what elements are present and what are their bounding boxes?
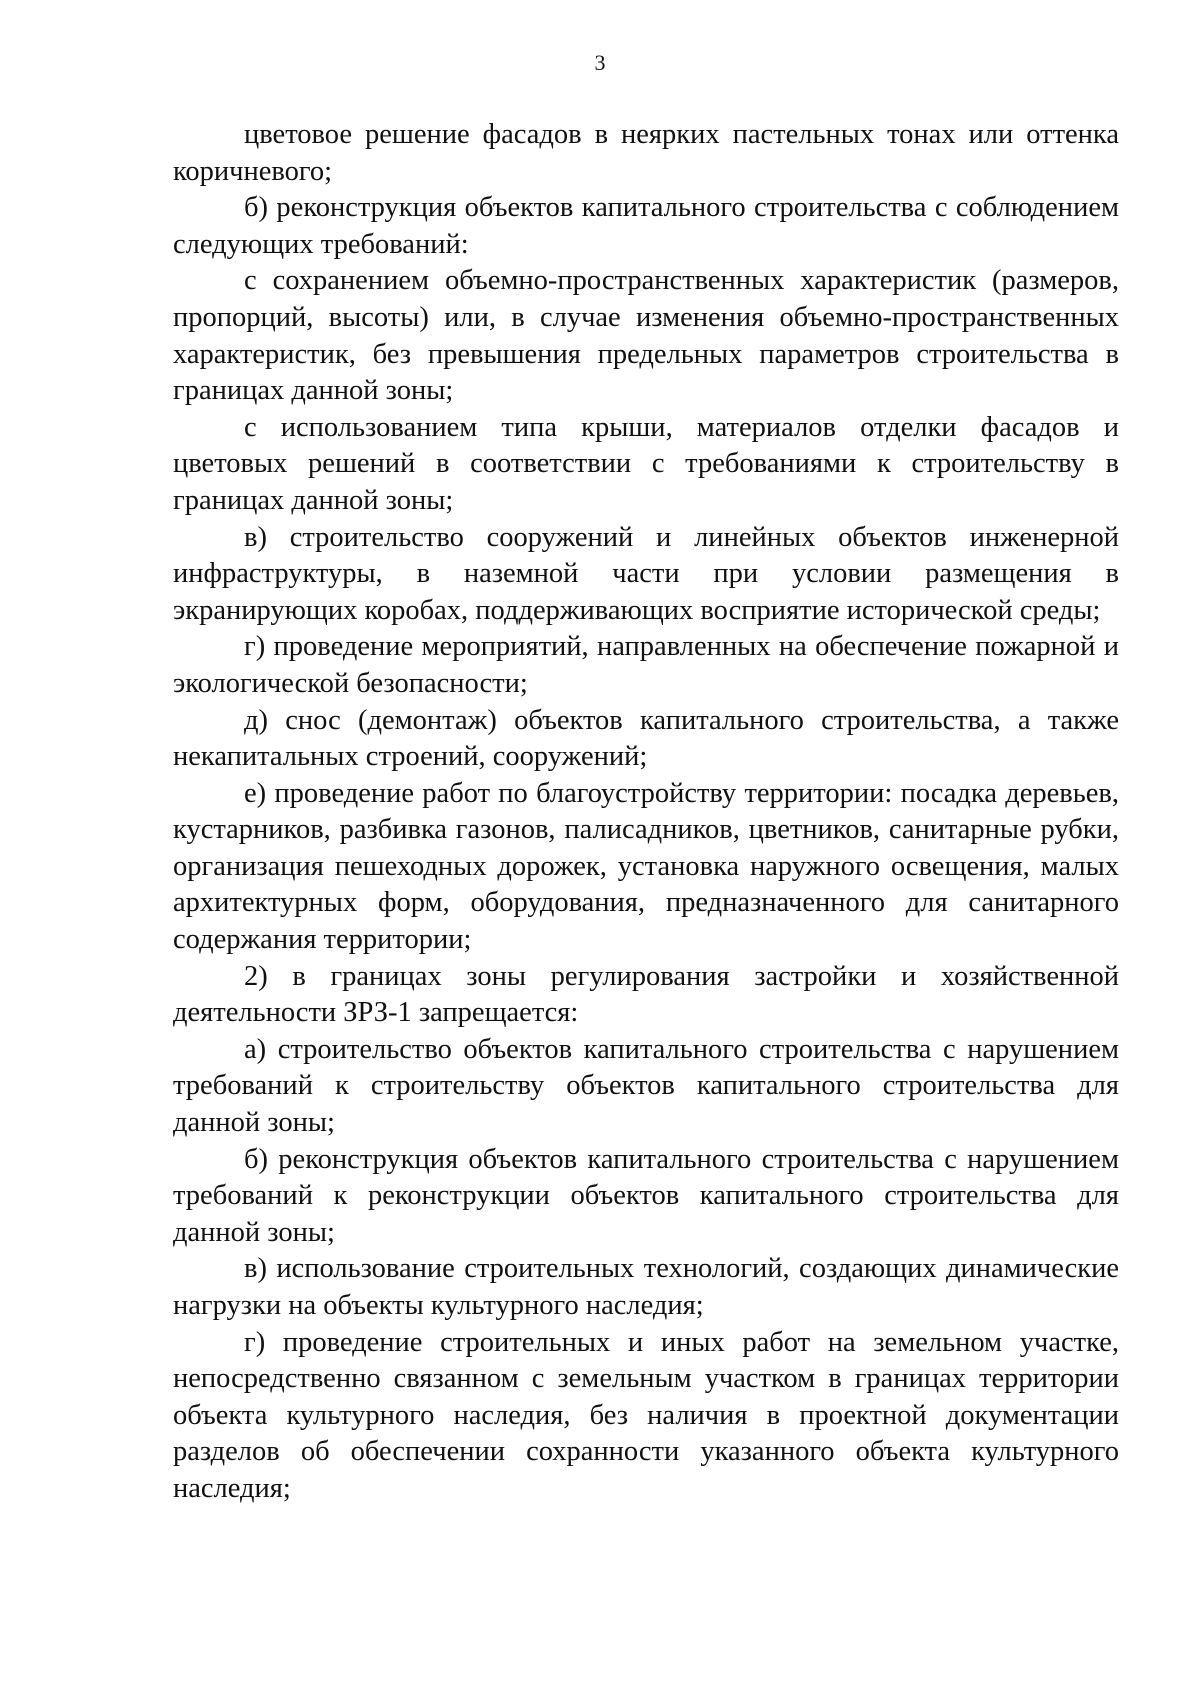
paragraph: б) реконструкция объектов капитального строительства с нарушением требований к реконструкции объектов капитального строительства для данной зоны;: [173, 1143, 1119, 1248]
paragraph: г) проведение мероприятий, направленных на обеспечение пожарной и экологической безопасности;: [173, 631, 1119, 699]
paragraph: д) снос (демонтаж) объектов капитального строительства, а также некапитальных строений, сооружений;: [173, 704, 1119, 773]
paragraph: в) использование строительных технологий, создающих динамические нагрузки на объекты культурного наследия;: [173, 1253, 1119, 1321]
paragraph: г) проведение строительных и иных работ на земельном участке, непосредственно связанном с земельным участком в границах территории объекта культурного наследия, без наличия в проектной документации разделов об обеспечении сохранности указанного объекта культурного наследия;: [173, 1326, 1119, 1504]
paragraph: в) строительство сооружений и линейных объектов инженерной инфраструктуры, в наземной части при условии размещения в экранирующих коробах, поддерживающих восприятие исторической среды;: [173, 521, 1119, 626]
paragraph: а) строительство объектов капитального строительства с нарушением требований к строительству объектов капитального строительства для данной зоны;: [173, 1033, 1119, 1139]
paragraph: с использованием типа крыши, материалов отделки фасадов и цветовых решений в соответствии с требованиями к строительству в границах данной зоны;: [173, 411, 1119, 516]
paragraph: цветовое решение фасадов в неярких пастельных тонах или оттенка коричневого;: [173, 119, 1119, 187]
paragraph: с сохранением объемно-пространственных характеристик (размеров, пропорций, высоты) или, в случае изменения объемно-пространственных характеристик, без превышения предельных параметров строительства в границах данной зоны;: [173, 265, 1119, 407]
document-body: [173, 117, 1119, 1508]
paragraph: е) проведение работ по благоустройству территории: посадка деревьев, кустарников, разбивка газонов, палисадников, цветников, санитарные рубки, организация пешеходных дорожек, установка наружного освещения, малых архитектурных форм, оборудования, предназначенного для санитарного содержания территории;: [173, 777, 1119, 956]
paragraph: б) реконструкция объектов капитального строительства с соблюдением следующих требований:: [173, 192, 1119, 260]
page-number: 3: [594, 50, 606, 75]
paragraph: 2) в границах зоны регулирования застройки и хозяйственной деятельности ЗРЗ-1 запрещается:: [173, 960, 1119, 1029]
